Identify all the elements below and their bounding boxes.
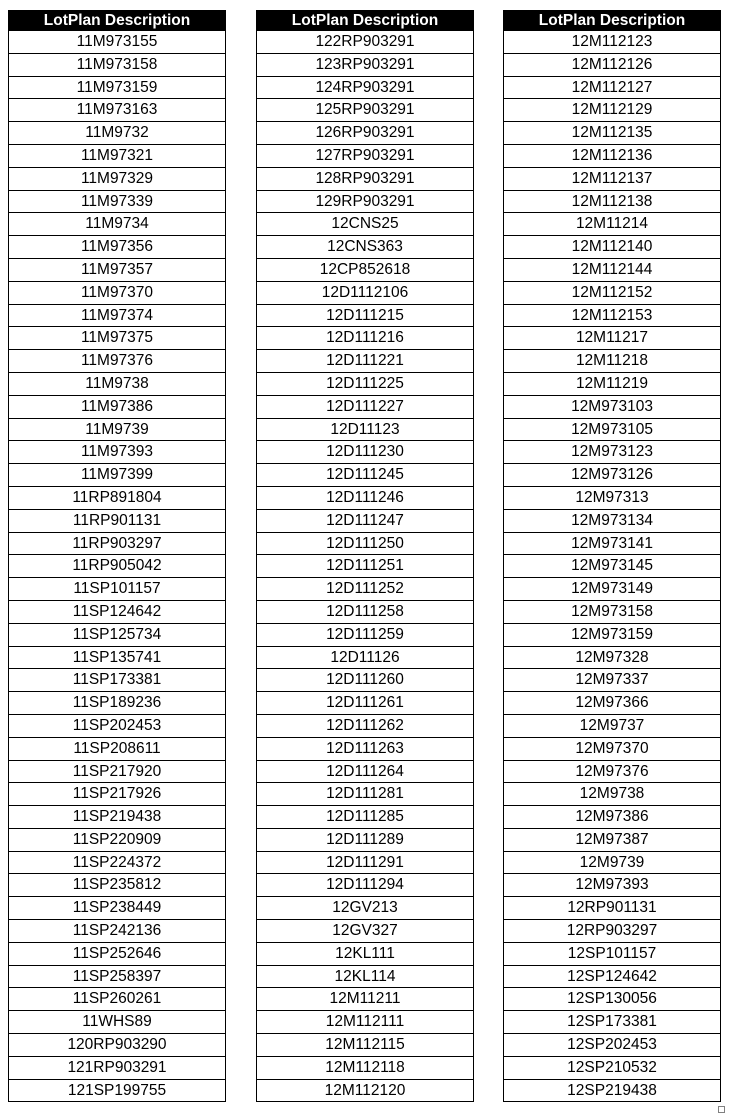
table-row — [9, 942, 226, 965]
table-row — [9, 441, 226, 464]
lotplan-cell: 121SP199755 — [9, 1079, 226, 1102]
table-row — [257, 965, 474, 988]
table-row — [9, 714, 226, 737]
table-row — [504, 327, 721, 350]
lotplan-cell: 12M112137 — [504, 167, 721, 190]
lotplan-cell: 12KL111 — [257, 942, 474, 965]
table-body — [504, 31, 721, 1102]
lotplan-cell: 12M973158 — [504, 600, 721, 623]
lotplan-cell: 12M9739 — [504, 851, 721, 874]
lotplan-cell: 11M97370 — [9, 281, 226, 304]
lotplan-cell: 12M112153 — [504, 304, 721, 327]
lotplan-cell: 12D111262 — [257, 714, 474, 737]
lotplan-cell: 12CNS363 — [257, 236, 474, 259]
lotplan-cell: 12M112129 — [504, 99, 721, 122]
table-row — [257, 897, 474, 920]
table-row — [504, 692, 721, 715]
lotplan-cell: 11SP208611 — [9, 737, 226, 760]
lotplan-cell: 11SP135741 — [9, 646, 226, 669]
table-row — [9, 372, 226, 395]
table-row — [257, 258, 474, 281]
lotplan-cell: 12M112120 — [257, 1079, 474, 1102]
lotplan-cell: 12M112135 — [504, 122, 721, 145]
lotplan-cell: 12M112123 — [504, 31, 721, 54]
lotplan-cell: 12M112140 — [504, 236, 721, 259]
lotplan-cell: 11M97386 — [9, 395, 226, 418]
table-row — [504, 897, 721, 920]
lotplan-cell: 12M11217 — [504, 327, 721, 350]
table-row — [9, 76, 226, 99]
table-row — [257, 76, 474, 99]
lotplan-cell: 12SP130056 — [504, 988, 721, 1011]
lotplan-cell: 11SP219438 — [9, 806, 226, 829]
table-row — [504, 464, 721, 487]
table-row — [504, 190, 721, 213]
lotplan-cell: 12D111221 — [257, 350, 474, 373]
table-row — [9, 806, 226, 829]
table-row — [504, 509, 721, 532]
table-row — [257, 281, 474, 304]
lotplan-cell: 11SP189236 — [9, 692, 226, 715]
table-row — [9, 258, 226, 281]
lotplan-cell: 12D1112106 — [257, 281, 474, 304]
lotplan-table-2 — [256, 10, 474, 1102]
lotplan-cell: 11M97321 — [9, 144, 226, 167]
table-row — [257, 350, 474, 373]
lotplan-cell: 12M973105 — [504, 418, 721, 441]
table-row — [504, 304, 721, 327]
lotplan-cell: 12M112136 — [504, 144, 721, 167]
table-row — [257, 828, 474, 851]
lotplan-cell: 12SP202453 — [504, 1034, 721, 1057]
table-row — [504, 213, 721, 236]
table-row — [257, 99, 474, 122]
lotplan-cell: 12M97366 — [504, 692, 721, 715]
lotplan-cell: 12GV327 — [257, 920, 474, 943]
lotplan-cell: 12M112115 — [257, 1034, 474, 1057]
lotplan-cell: 12D111294 — [257, 874, 474, 897]
lotplan-cell: 12M97370 — [504, 737, 721, 760]
table-row — [504, 486, 721, 509]
lotplan-cell: 11M9734 — [9, 213, 226, 236]
table-row — [257, 304, 474, 327]
table-row — [257, 623, 474, 646]
table-row — [9, 1034, 226, 1057]
table-row — [257, 737, 474, 760]
table-row — [504, 646, 721, 669]
table-row — [504, 236, 721, 259]
lotplan-cell: 11SP242136 — [9, 920, 226, 943]
table-row — [257, 783, 474, 806]
lotplan-cell: 11M97374 — [9, 304, 226, 327]
table-row — [257, 532, 474, 555]
table-row — [257, 692, 474, 715]
table-row — [504, 350, 721, 373]
lotplan-cell: 127RP903291 — [257, 144, 474, 167]
table-row — [9, 327, 226, 350]
lotplan-cell: 12D111215 — [257, 304, 474, 327]
lotplan-cell: 12M112127 — [504, 76, 721, 99]
table-row — [9, 623, 226, 646]
lotplan-cell: 11RP891804 — [9, 486, 226, 509]
lotplan-cell: 129RP903291 — [257, 190, 474, 213]
table-row — [9, 167, 226, 190]
table-row — [504, 874, 721, 897]
table-row — [257, 327, 474, 350]
lotplan-cell: 12M97328 — [504, 646, 721, 669]
table-row — [9, 1011, 226, 1034]
lotplan-cell: 12M11214 — [504, 213, 721, 236]
lotplan-cell: 12M112126 — [504, 53, 721, 76]
table-row — [9, 646, 226, 669]
table-row — [9, 783, 226, 806]
lotplan-cell: 12SP124642 — [504, 965, 721, 988]
lotplan-cell: 12M973149 — [504, 578, 721, 601]
lotplan-cell: 11M97399 — [9, 464, 226, 487]
lotplan-cell: 11M9732 — [9, 122, 226, 145]
lotplan-cell: 12M97337 — [504, 669, 721, 692]
table-row — [9, 122, 226, 145]
lotplan-cell: 11SP252646 — [9, 942, 226, 965]
lotplan-cell: 11SP220909 — [9, 828, 226, 851]
table-row — [9, 464, 226, 487]
lotplan-cell: 11M973158 — [9, 53, 226, 76]
resize-handle[interactable] — [718, 1106, 725, 1113]
lotplan-cell: 12M11219 — [504, 372, 721, 395]
lotplan-cell: 11SP101157 — [9, 578, 226, 601]
lotplan-cell: 12D111285 — [257, 806, 474, 829]
lotplan-cell: 11RP901131 — [9, 509, 226, 532]
table-row — [504, 418, 721, 441]
lotplan-cell: 12SP219438 — [504, 1079, 721, 1102]
lotplan-cell: 12D111261 — [257, 692, 474, 715]
lotplan-cell: 12KL114 — [257, 965, 474, 988]
lotplan-cell: 11RP903297 — [9, 532, 226, 555]
table-row — [504, 372, 721, 395]
lotplan-cell: 11M97329 — [9, 167, 226, 190]
table-row — [504, 167, 721, 190]
table-row — [504, 441, 721, 464]
table-row — [504, 532, 721, 555]
table-row — [504, 1079, 721, 1102]
table-row — [9, 897, 226, 920]
table-row — [504, 144, 721, 167]
table-row — [504, 555, 721, 578]
lotplan-cell: 11SP224372 — [9, 851, 226, 874]
table-row — [257, 555, 474, 578]
table-row — [9, 486, 226, 509]
lotplan-cell: 12D111216 — [257, 327, 474, 350]
table-row — [504, 737, 721, 760]
lotplan-cell: 125RP903291 — [257, 99, 474, 122]
table-row — [9, 350, 226, 373]
lotplan-cell: 12SP173381 — [504, 1011, 721, 1034]
lotplan-cell: 12M9737 — [504, 714, 721, 737]
table-row — [504, 828, 721, 851]
lotplan-cell: 11SP238449 — [9, 897, 226, 920]
table-row — [257, 851, 474, 874]
lotplan-cell: 12SP101157 — [504, 942, 721, 965]
lotplan-cell: 12M112118 — [257, 1056, 474, 1079]
table-row — [257, 144, 474, 167]
table-row — [504, 806, 721, 829]
table-row — [9, 988, 226, 1011]
column-header: LotPlan Description — [504, 11, 721, 31]
lotplan-cell: 11M9738 — [9, 372, 226, 395]
table-row — [9, 1079, 226, 1102]
lotplan-cell: 11RP905042 — [9, 555, 226, 578]
table-row — [9, 920, 226, 943]
table-row — [504, 578, 721, 601]
lotplan-cell: 11SP124642 — [9, 600, 226, 623]
table-row — [504, 600, 721, 623]
table-row — [9, 874, 226, 897]
lotplan-cell: 12D111258 — [257, 600, 474, 623]
lotplan-cell: 12D111264 — [257, 760, 474, 783]
table-row — [504, 1011, 721, 1034]
table-row — [504, 1056, 721, 1079]
table-row — [9, 304, 226, 327]
lotplan-cell: 12D111246 — [257, 486, 474, 509]
lotplan-cell: 12M97376 — [504, 760, 721, 783]
lotplan-cell: 12M973145 — [504, 555, 721, 578]
table-row — [504, 760, 721, 783]
table-row — [257, 372, 474, 395]
table-row — [257, 874, 474, 897]
table-row — [257, 920, 474, 943]
table-row — [257, 53, 474, 76]
table-row — [257, 578, 474, 601]
lotplan-cell: 11M97375 — [9, 327, 226, 350]
lotplan-cell: 12RP901131 — [504, 897, 721, 920]
lotplan-cell: 12CP852618 — [257, 258, 474, 281]
table-row — [257, 760, 474, 783]
table-row — [257, 1034, 474, 1057]
table-body — [257, 31, 474, 1102]
table-row — [504, 988, 721, 1011]
table-row — [257, 122, 474, 145]
table-row — [9, 395, 226, 418]
table-row — [9, 53, 226, 76]
table-row — [257, 669, 474, 692]
lotplan-cell: 12D111291 — [257, 851, 474, 874]
table-row — [257, 509, 474, 532]
table-row — [257, 714, 474, 737]
table-row — [504, 395, 721, 418]
table-row — [9, 190, 226, 213]
table-row — [504, 76, 721, 99]
table-row — [504, 281, 721, 304]
table-row — [9, 555, 226, 578]
table-row — [9, 692, 226, 715]
lotplan-cell: 11M9739 — [9, 418, 226, 441]
table-row — [504, 851, 721, 874]
table-row — [504, 669, 721, 692]
table-row — [9, 760, 226, 783]
table-row — [504, 1034, 721, 1057]
lotplan-cell: 126RP903291 — [257, 122, 474, 145]
table-row — [504, 714, 721, 737]
lotplan-cell: 122RP903291 — [257, 31, 474, 54]
table-row — [9, 669, 226, 692]
table-row — [9, 578, 226, 601]
lotplan-cell: 12M11211 — [257, 988, 474, 1011]
lotplan-cell: 12D111281 — [257, 783, 474, 806]
lotplan-cell: 12D11123 — [257, 418, 474, 441]
lotplan-cell: 12M97393 — [504, 874, 721, 897]
table-row — [9, 509, 226, 532]
table-row — [504, 920, 721, 943]
table-row — [9, 828, 226, 851]
table-row — [504, 31, 721, 54]
lotplan-cell: 11SP217920 — [9, 760, 226, 783]
table-row — [504, 99, 721, 122]
lotplan-cell: 12M97387 — [504, 828, 721, 851]
lotplan-cell: 12GV213 — [257, 897, 474, 920]
lotplan-cell: 12M973123 — [504, 441, 721, 464]
table-row — [9, 213, 226, 236]
table-row — [257, 213, 474, 236]
table-body — [9, 31, 226, 1102]
lotplan-cell: 12D111227 — [257, 395, 474, 418]
lotplan-cell: 12M97313 — [504, 486, 721, 509]
lotplan-cell: 120RP903290 — [9, 1034, 226, 1057]
lotplan-cell: 12D111225 — [257, 372, 474, 395]
table-row — [504, 122, 721, 145]
table-row — [257, 441, 474, 464]
lotplan-cell: 11SP125734 — [9, 623, 226, 646]
table-row — [504, 53, 721, 76]
table-row — [257, 167, 474, 190]
lotplan-cell: 12D111230 — [257, 441, 474, 464]
table-row — [257, 418, 474, 441]
table-row — [9, 144, 226, 167]
lotplan-cell: 11M973163 — [9, 99, 226, 122]
lotplan-cell: 121RP903291 — [9, 1056, 226, 1079]
table-row — [257, 1079, 474, 1102]
table-row — [9, 236, 226, 259]
lotplan-cell: 11SP235812 — [9, 874, 226, 897]
table-row — [9, 737, 226, 760]
lotplan-cell: 12D111289 — [257, 828, 474, 851]
lotplan-cell: 11M97339 — [9, 190, 226, 213]
lotplan-cell: 12D111251 — [257, 555, 474, 578]
lotplan-cell: 11M97393 — [9, 441, 226, 464]
lotplan-cell: 11SP202453 — [9, 714, 226, 737]
table-row — [257, 486, 474, 509]
table-row — [9, 600, 226, 623]
table-row — [257, 1056, 474, 1079]
lotplan-cell: 12M973141 — [504, 532, 721, 555]
lotplan-cell: 12D111252 — [257, 578, 474, 601]
lotplan-cell: 11M97356 — [9, 236, 226, 259]
lotplan-cell: 123RP903291 — [257, 53, 474, 76]
lotplan-table-3 — [503, 10, 721, 1102]
lotplan-cell: 12SP210532 — [504, 1056, 721, 1079]
lotplan-cell: 12M112111 — [257, 1011, 474, 1034]
lotplan-cell: 12M112138 — [504, 190, 721, 213]
table-row — [9, 1056, 226, 1079]
lotplan-cell: 12D111263 — [257, 737, 474, 760]
lotplan-cell: 11SP260261 — [9, 988, 226, 1011]
table-row — [504, 783, 721, 806]
lotplan-cell: 11SP217926 — [9, 783, 226, 806]
table-row — [257, 942, 474, 965]
table-row — [257, 236, 474, 259]
lotplan-cell: 12M11218 — [504, 350, 721, 373]
lotplan-cell: 11M97357 — [9, 258, 226, 281]
table-row — [504, 965, 721, 988]
lotplan-cell: 12M112152 — [504, 281, 721, 304]
lotplan-cell: 12M973126 — [504, 464, 721, 487]
lotplan-cell: 12D111245 — [257, 464, 474, 487]
lotplan-cell: 11WHS89 — [9, 1011, 226, 1034]
lotplan-cell: 12M9738 — [504, 783, 721, 806]
table-row — [504, 942, 721, 965]
lotplan-cell: 128RP903291 — [257, 167, 474, 190]
lotplan-cell: 12D111247 — [257, 509, 474, 532]
lotplan-cell: 12M973159 — [504, 623, 721, 646]
table-row — [257, 806, 474, 829]
lotplan-table-1 — [8, 10, 226, 1102]
lotplan-cell: 12M97386 — [504, 806, 721, 829]
lotplan-cell: 12M973134 — [504, 509, 721, 532]
table-row — [257, 988, 474, 1011]
table-row — [257, 646, 474, 669]
table-row — [257, 600, 474, 623]
table-row — [9, 281, 226, 304]
table-row — [9, 418, 226, 441]
lotplan-cell: 12M112144 — [504, 258, 721, 281]
lotplan-cell: 12M973103 — [504, 395, 721, 418]
table-row — [504, 258, 721, 281]
table-row — [257, 1011, 474, 1034]
lotplan-cell: 12CNS25 — [257, 213, 474, 236]
lotplan-cell: 124RP903291 — [257, 76, 474, 99]
table-row — [9, 532, 226, 555]
table-row — [9, 31, 226, 54]
table-row — [257, 190, 474, 213]
lotplan-cell: 11SP258397 — [9, 965, 226, 988]
lotplan-cell: 12D111250 — [257, 532, 474, 555]
lotplan-cell: 12D11126 — [257, 646, 474, 669]
lotplan-cell: 11M973159 — [9, 76, 226, 99]
column-header: LotPlan Description — [9, 11, 226, 31]
column-header: LotPlan Description — [257, 11, 474, 31]
table-row — [257, 395, 474, 418]
lotplan-cell: 11SP173381 — [9, 669, 226, 692]
lotplan-cell: 11M973155 — [9, 31, 226, 54]
table-row — [9, 965, 226, 988]
table-row — [257, 31, 474, 54]
table-row — [504, 623, 721, 646]
lotplan-cell: 12D111259 — [257, 623, 474, 646]
lotplan-cell: 12RP903297 — [504, 920, 721, 943]
lotplan-cell: 12D111260 — [257, 669, 474, 692]
table-row — [9, 851, 226, 874]
table-row — [257, 464, 474, 487]
table-row — [9, 99, 226, 122]
lotplan-cell: 11M97376 — [9, 350, 226, 373]
